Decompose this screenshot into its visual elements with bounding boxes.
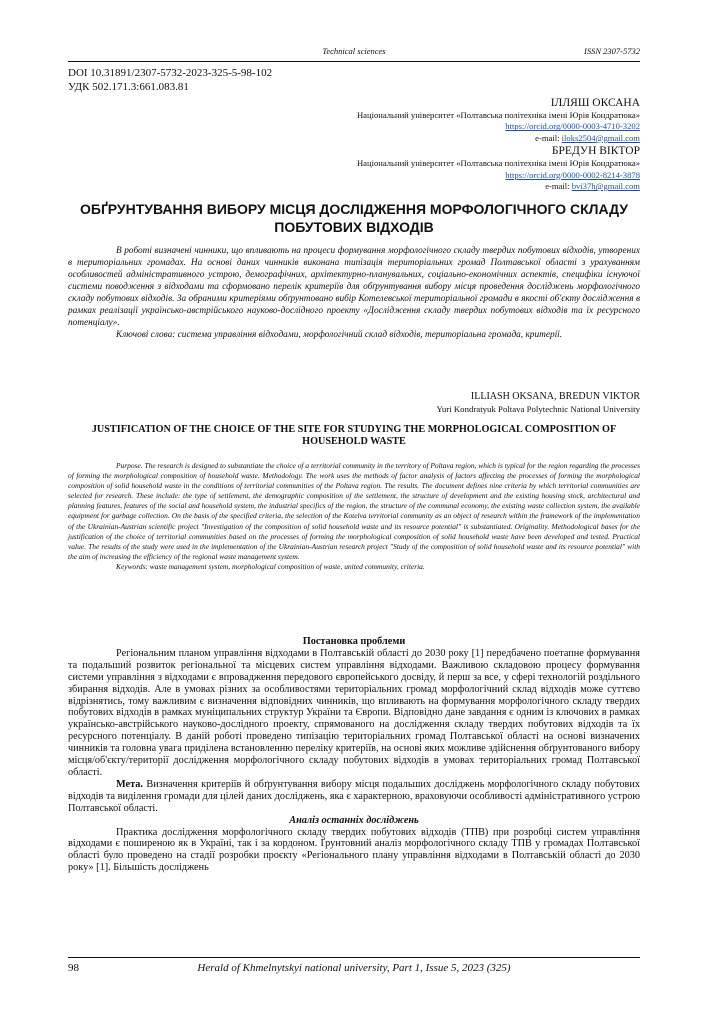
aim-text: Визначення критеріїв й обґрунтування вибору місця подальших досліджень морфологічного складу побутових відходів та виділення громади для цілей даних досліджень, яка є характерною, враховуючи особливості адміністративного устрою Полтавської області. xyxy=(68,778,641,814)
author-affiliation: Національний університет «Полтавська політехніка імені Юрія Кондратюка» xyxy=(356,158,640,169)
paragraph: Регіональним планом управління відходами в Полтавській області до 2030 року [1] передбачено поетапне формування та подальший розвиток регіональної та місцевих систем управління відходами. Важливою складовою процесу формування системи управління з відходами є впровадження передового європейського досвіду, й перш за все, у сфері технологій роздільного збирання відходів. Але в умовах різних за особливостями територіальних громад морфологічний склад відходів може суттєво відрізнятись, тому важливим є визначення відповідних чинників, що впливають на формування морфологічного складу твердих побутових відходів в рамках муніципальних структур України та Європи. Відповідно дане завдання є одним із ключових в рамках українсько-австрійського науково-дослідного проекту, спрямованого на дослідження складу твердих побутових відходів та їх ресурсного потенціалу. В даній роботі проведено типізацію територіальних громад Полтавської області на основі визначених чинників та головна увага приділена встановленню переліку критеріїв, на основі яких можливе здійснення обґрунтованого вибору місця/об'єкту/території дослідження морфологічного складу побутових відходів в умовах територіальних громад Полтавської області. xyxy=(68,647,640,778)
email-link[interactable]: iloks2504@gmail.com xyxy=(561,132,640,143)
running-head-issn: ISSN 2307-5732 xyxy=(584,46,640,56)
page-footer xyxy=(68,962,640,978)
aim-label: Мета. xyxy=(116,778,143,790)
email-label: e-mail: xyxy=(535,132,562,143)
footer-journal: Herald of Khmelnytskyi national university, Part 1, Issue 5, 2023 (325) xyxy=(197,962,511,974)
orcid-link[interactable]: https://orcid.org/0000-0002-8214-3878 xyxy=(505,169,640,180)
page-number: 98 xyxy=(68,962,79,974)
body-text xyxy=(68,636,640,874)
email-link[interactable]: bvi37h@gmail.com xyxy=(571,181,640,192)
authors-block xyxy=(220,96,640,192)
running-head-journal: Technical sciences xyxy=(322,46,386,56)
paragraph-aim xyxy=(68,779,640,815)
keywords-ua: Ключові слова: система управління відходами, морфологічний склад відходів, територіальна громада, критерії. xyxy=(116,330,563,340)
paper-title-en: JUSTIFICATION OF THE CHOICE OF THE SITE FOR STUDYING THE MORPHOLOGICAL COMPOSITION OF HOUSEHOLD WASTE xyxy=(91,424,617,447)
section-heading: Постановка проблеми xyxy=(302,636,406,647)
paper-title-ua: ОБҐРУНТУВАННЯ ВИБОРУ МІСЦЯ ДОСЛІДЖЕННЯ МОРФОЛОГІЧНОГО СКЛАДУ ПОБУТОВИХ ВІДХОДІВ xyxy=(80,201,628,235)
author-name: ІЛЛЯШ ОКСАНА xyxy=(550,97,640,109)
abstract-ua xyxy=(68,245,640,341)
abstract-en xyxy=(68,461,640,572)
keywords-en: Keywords: waste management system, morphological composition of waste, united community, criteria. xyxy=(116,561,425,571)
authors-en-names: ILLIASH OKSANA, BREDUN VIKTOR xyxy=(470,391,640,402)
authors-en xyxy=(436,390,640,415)
email-label: e-mail: xyxy=(545,181,572,192)
header-rule xyxy=(68,61,640,62)
authors-en-affiliation: Yuri Kondratyuk Poltava Polytechnic National University xyxy=(436,404,640,414)
section-heading: Аналіз останніх досліджень xyxy=(289,814,419,826)
doi: DOI 10.31891/2307-5732-2023-325-5-98-102 xyxy=(68,67,273,79)
article-meta xyxy=(68,66,272,94)
abstract-en-text: Purpose. The research is designed to substantiate the choice of a territorial community in the territory of Poltava region, which is typical for the region regarding the processes of forming the morphological composition of household waste. Methodology. The work uses the methods of factor analysis of factors affecting the processes of forming the morphological composition of solid household waste in the conditions of territorial communities of the Poltava region. The results. The document defines nine criteria by which territorial communities are selected for research. These include: the type of settlement, the demographic composition of the settlement, the structure of development and the existing housing stock, architectural and planning features, features of the social and household system, the industrial specifics of the region, the structure of the communal economy, the existing waste collection system, the available equipment for garbage collection. On the basis of the specified criteria, the selection of the Kotelva territorial community as an object of research within the framework of the implementation of the Ukrainian-Austrian scientific project "Investigation of the composition of solid household waste and its resource potential" is substantiated. Originality. Methodological bases for the justification of the choice of territorial communities based on the processes of forming the morphological composition of solid household waste have been developed and tested. Practical value. The results of the study were used in the implementation of the Ukrainian-Austrian research project "Study of the composition of solid household waste and its resource potential" with the aim of increasing the efficiency of the regional waste management system. xyxy=(68,461,640,561)
running-head xyxy=(68,46,640,60)
orcid-link[interactable]: https://orcid.org/0000-0003-4710-3202 xyxy=(505,121,640,132)
author-name: БРЕДУН ВІКТОР xyxy=(551,145,640,158)
paragraph: Практика дослідження морфологічного складу твердих побутових відходів (ТПВ) при розробці систем управління відходами є поширеною як в Україні, так і за кордоном. Ґрунтовний аналіз морфологічного складу ТПВ у громадах Полтавської області було проведено на стадії розробки проєкту «Регіонального плану управління відходами в Полтавській області до 2030 року» [1]. Більшість досліджень xyxy=(68,826,640,874)
author xyxy=(220,144,640,192)
footer-rule xyxy=(68,957,640,958)
author-affiliation: Національний університет «Полтавська політехніка імені Юрія Кондратюка» xyxy=(356,110,640,120)
author xyxy=(220,96,640,144)
udc: УДК 502.171.3:661.083.81 xyxy=(68,81,189,93)
abstract-ua-text: В роботі визначені чинники, що впливають на процеси формування морфологічного складу твердих побутових відходів, утворених в територіальних громадах. На основі даних чинників виконана типізація територіальних громад Полтавської області з урахуванням особливостей адміністративного устрою, демографічних, архітектурно-планувальних, соціально-економічних аспектів, специфіки існуючої системи поводження з відходами та сформовано перелік критеріїв для обґрунтування вибору місця проведення досліджень морфологічного складу побутових відходів. За обраними критеріями обґрунтовано вибір Котелевської територіальної громади в якості об'єкту дослідження в рамках реалізації українсько-австрійського науково-дослідного проекту «Дослідження складу твердих побутових відходів та їх ресурсного потенціалу». xyxy=(68,246,640,328)
